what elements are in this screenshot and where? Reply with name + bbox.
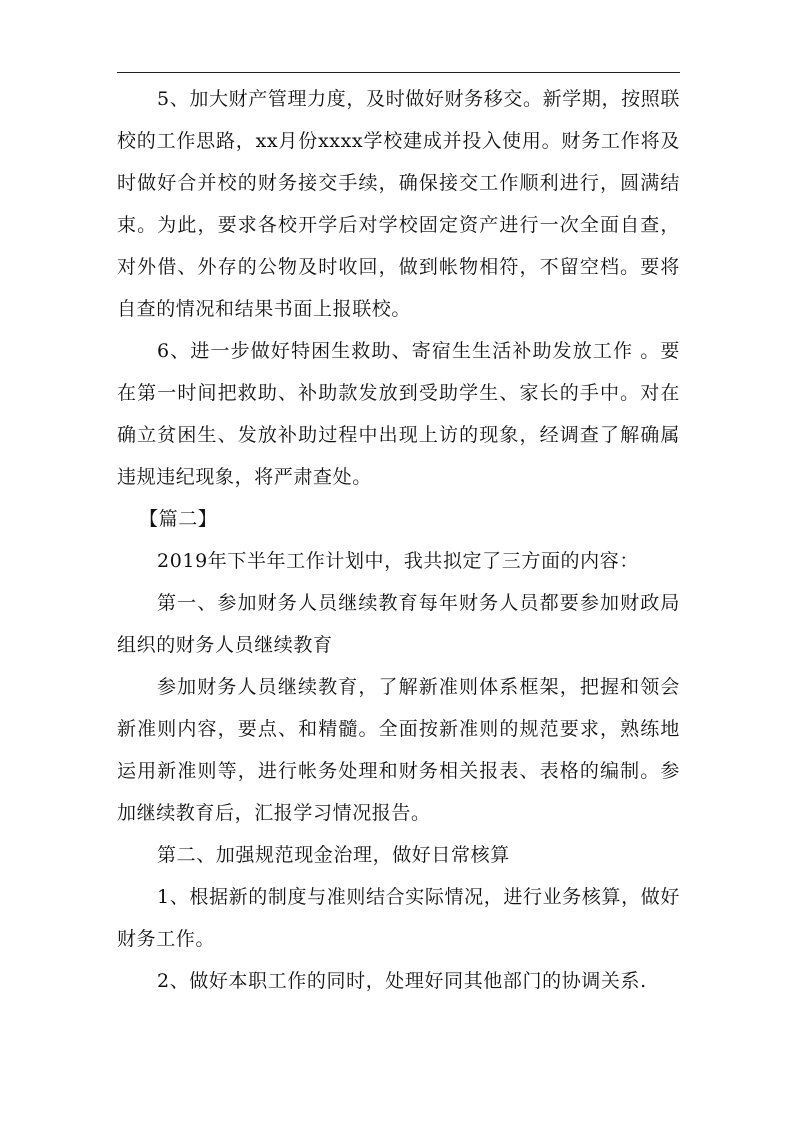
- document-body: [117, 78, 680, 1002]
- paragraph-item-5: 5、加大财产管理力度，及时做好财务移交。新学期，按照联校的工作思路，xx月份xxxx学校建成并投入使用。财务工作将及时做好合并校的财务接交手续，确保接交工作顺利进行，圆满结束。为此，要求各校开学后对学校固定资产进行一次全面自查，对外借、外存的公物及时收回，做到帐物相符，不留空档。要将自查的情况和结果书面上报联校。: [117, 88, 680, 320]
- paragraph-item-2: 2、做好本职工作的同时，处理好同其他部门的协调关系.: [157, 970, 647, 992]
- paragraph-item-6: 6、进一步做好特困生救助、寄宿生生活补助发放工作 。要在第一时间把救助、补助款发放到受助学生、家长的手中。对在确立贫困生、发放补助过程中出现上访的现象，经调查了解确属违规违纪现象，将严肃查处。: [117, 340, 680, 488]
- header-rule: [117, 72, 680, 73]
- paragraph-continuing-education: 参加财务人员继续教育，了解新准则体系框架，把握和领会新准则内容，要点、和精髓。全面按新准则的规范要求，熟练地运用新准则等，进行帐务处理和财务相关报表、表格的编制。参加继续教育后，汇报学习情况报告。: [117, 676, 680, 824]
- paragraph-part-one: 第一、参加财务人员继续教育每年财务人员都要参加财政局组织的财务人员继续教育: [117, 592, 680, 656]
- paragraph-item-1: 1、根据新的制度与准则结合实际情况，进行业务核算，做好财务工作。: [117, 886, 680, 950]
- paragraph-intro: 2019年下半年工作计划中，我共拟定了三方面的内容：: [157, 550, 639, 572]
- paragraph-part-two: 第二、加强规范现金治理，做好日常核算: [157, 844, 510, 866]
- section-heading: 【篇二】: [139, 508, 218, 530]
